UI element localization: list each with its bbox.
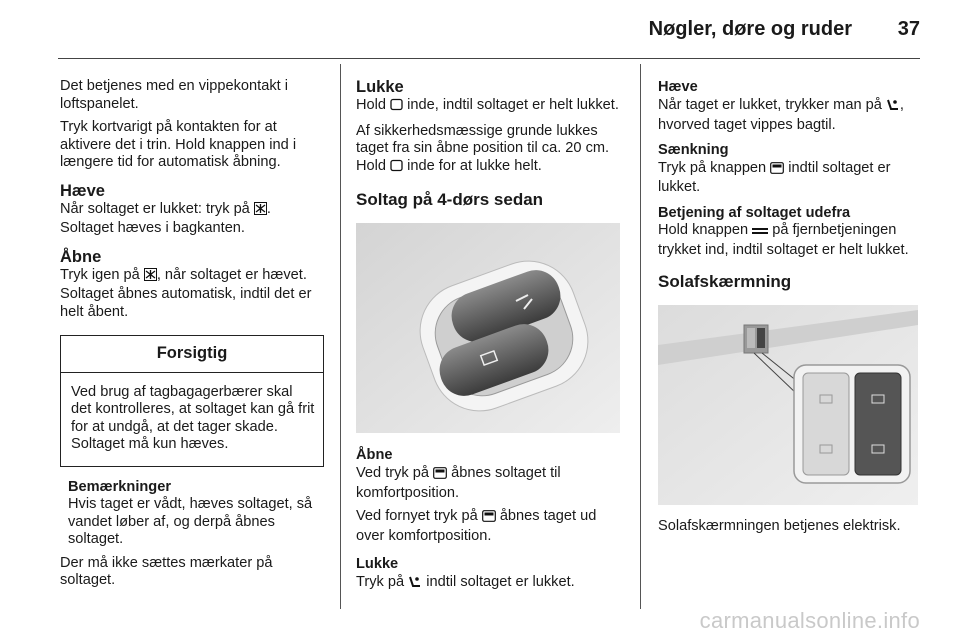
lukke-paragraph: Hold inde, indtil soltaget er helt lukket. xyxy=(356,97,624,117)
open-roof-icon xyxy=(433,467,447,485)
close-rect-icon xyxy=(390,98,403,117)
lukke-heading-2: Lukke xyxy=(356,556,399,572)
udefra-paragraph: Hold knappen på fjernbetjeningen trykket ind, indtil soltaget er helt lukket. xyxy=(658,222,909,258)
header-title: Nøgler, døre og ruder xyxy=(648,18,852,40)
haeve-paragraph: Når soltaget er lukket: tryk på . Soltaget hæves i bagkanten. xyxy=(60,200,271,236)
close-rect-icon xyxy=(390,159,403,178)
aabne-paragraph-3: Ved fornyet tryk på åbnes taget ud over komfortposition. xyxy=(356,508,597,544)
saenk-paragraph: Tryk på knappen indtil soltaget er lukket. xyxy=(658,159,891,195)
footer-watermark: carmanualsonline.info xyxy=(699,608,920,633)
haeve-paragraph-2: Når taget er lukket, trykker man på , hvorved taget vippes bagtil. xyxy=(658,97,904,133)
tilt-roof-icon xyxy=(886,98,900,117)
sunshade-switch-illustration xyxy=(658,305,922,511)
haeve-heading-2: Hæve xyxy=(658,79,698,95)
column-1 xyxy=(60,78,326,596)
sedan-heading: Soltag på 4-dørs sedan xyxy=(356,190,544,209)
open-roof-icon xyxy=(482,510,496,528)
intro-paragraph-2: Tryk kortvarigt på kontakten for at aktivere det i trin. Hold knappen ind i længere tid for automatisk åbning. xyxy=(60,119,297,170)
caution-text: Ved brug af tagbagagerbærer skal det kontrolleres, at soltaget kan gå frit for at undgå, at det tager skade. Soltaget må kun hæves. xyxy=(71,383,315,452)
sunroof-switch-icon xyxy=(254,202,267,221)
lukke-heading: Lukke xyxy=(356,78,404,96)
udefra-heading: Betjening af soltaget udefra xyxy=(658,204,851,221)
column-2 xyxy=(356,78,624,600)
solaf-heading: Solafskærmning xyxy=(658,272,792,291)
caution-box xyxy=(60,335,324,467)
sedan-switch-illustration xyxy=(356,223,624,439)
aabne-paragraph-2: Ved tryk på åbnes soltaget til komfortposition. xyxy=(356,465,561,501)
page-number: 37 xyxy=(897,18,920,40)
column-3 xyxy=(658,78,922,542)
solaf-paragraph: Solafskærmningen betjenes elektrisk. xyxy=(658,518,901,534)
safety-paragraph: Af sikkerhedsmæssige grunde lukkes taget fra sin åbne position til ca. 20 cm. Hold inde for at lukke helt. xyxy=(356,123,624,178)
aabne-paragraph: Tryk igen på , når soltaget er hævet. Soltaget åbnes automatisk, indtil det er helt åbent. xyxy=(60,266,312,320)
intro-paragraph-1: Det betjenes med en vippekontakt i loftspanelet. xyxy=(60,78,288,112)
aabne-heading: Åbne xyxy=(60,247,102,266)
remote-button-icon xyxy=(752,224,768,242)
column-divider-1 xyxy=(340,64,341,609)
caution-title: Forsigtig xyxy=(61,336,323,373)
column-divider-2 xyxy=(640,64,641,609)
tilt-roof-icon xyxy=(408,575,422,594)
haeve-heading: Hæve xyxy=(60,181,105,200)
aabne-heading-2: Åbne xyxy=(356,447,393,463)
notes-heading: Bemærkninger xyxy=(68,478,171,495)
lukke-paragraph-2: Tryk på indtil soltaget er lukket. xyxy=(356,574,624,594)
saenk-heading: Sænkning xyxy=(658,142,729,158)
outro-paragraph: Der må ikke sættes mærkater på soltaget. xyxy=(60,554,273,588)
header-rule xyxy=(58,58,920,59)
sunroof-switch-icon xyxy=(144,268,157,287)
open-roof-icon xyxy=(770,162,784,180)
notes-text: Hvis taget er vådt, hæves soltaget, så vandet løber af, og derpå åbnes soltaget. xyxy=(68,496,313,547)
